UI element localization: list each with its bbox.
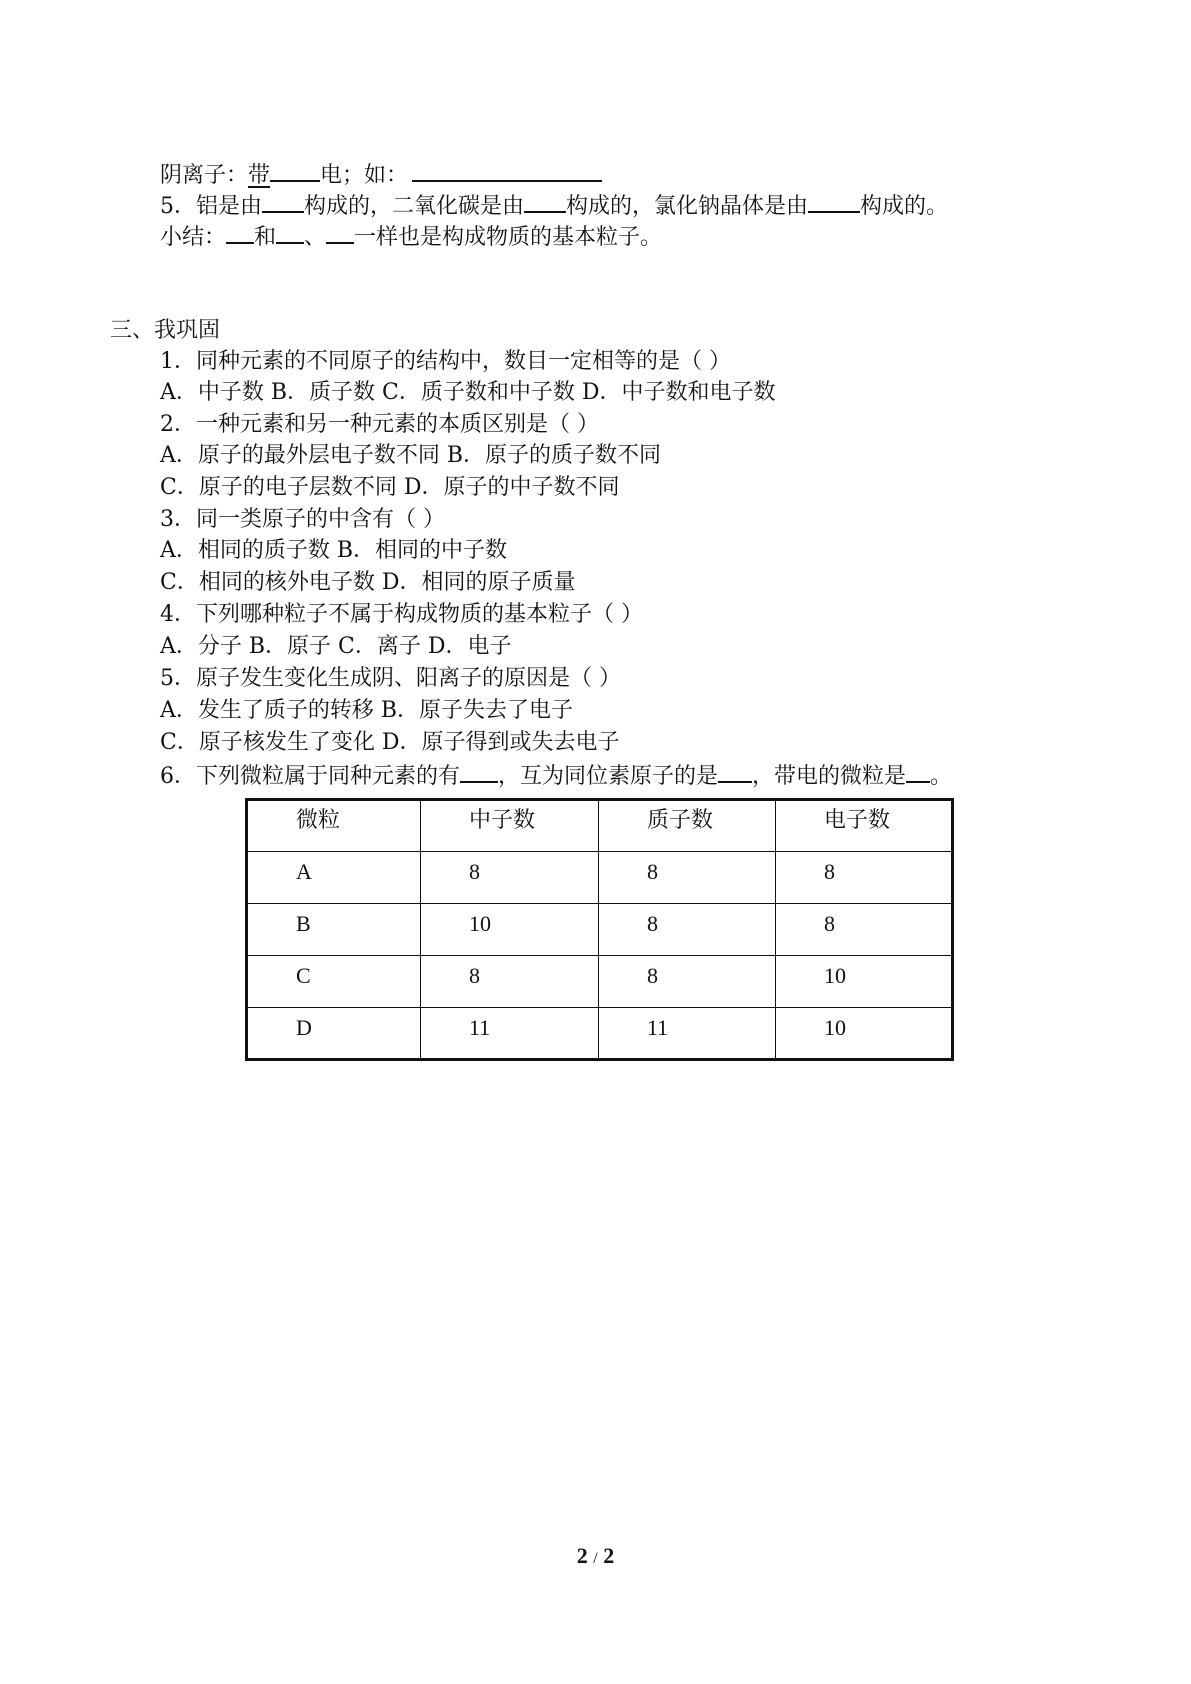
summary-line bbox=[160, 222, 662, 252]
question-6 bbox=[160, 761, 952, 791]
question-2-options-2: C．原子的电子层数不同 D．原子的中子数不同 bbox=[160, 475, 620, 500]
q5-text-c: 构成的，氯化钠晶体是由 bbox=[566, 194, 809, 219]
table-header-cell: 微粒 bbox=[247, 800, 421, 852]
table-cell: 8 bbox=[421, 852, 599, 904]
q5-blank-3[interactable] bbox=[808, 191, 860, 213]
question-2: 2．一种元素和另一种元素的本质区别是（ ） bbox=[160, 412, 599, 437]
question-1-options: A．中子数 B．质子数 C．质子数和中子数 D．中子数和电子数 bbox=[160, 380, 776, 405]
question-3: 3．同一类原子的中含有（ ） bbox=[160, 507, 445, 532]
q5-text-d: 构成的。 bbox=[860, 194, 949, 219]
table-cell: 8 bbox=[599, 904, 776, 956]
question-1: 1．同种元素的不同原子的结构中，数目一定相等的是（ ） bbox=[160, 349, 731, 374]
summary-blank-2[interactable] bbox=[276, 222, 304, 244]
table-row bbox=[247, 852, 953, 904]
table-row bbox=[247, 1008, 953, 1060]
question-3-options-1: A．相同的质子数 B．相同的中子数 bbox=[160, 538, 508, 563]
question-5-options-1: A．发生了质子的转移 B．原子失去了电子 bbox=[160, 698, 574, 723]
table-cell: 11 bbox=[599, 1008, 776, 1060]
page-number bbox=[0, 1543, 1191, 1569]
summary-blank-3[interactable] bbox=[326, 222, 354, 244]
summary-blank-1[interactable] bbox=[226, 222, 254, 244]
anion-dai: 带 bbox=[248, 163, 271, 188]
table-header-cell: 质子数 bbox=[599, 800, 776, 852]
table-header-cell: 中子数 bbox=[421, 800, 599, 852]
question-4: 4．下列哪种粒子不属于构成物质的基本粒子（ ） bbox=[160, 602, 643, 627]
summary-text-d: 一样也是构成物质的基本粒子。 bbox=[354, 225, 663, 250]
particle-table bbox=[245, 798, 954, 1061]
q6-text-d: 。 bbox=[930, 764, 953, 789]
table-cell: B bbox=[247, 904, 421, 956]
anion-dian: 电；如： bbox=[320, 163, 409, 188]
table-cell: 8 bbox=[776, 904, 953, 956]
page-separator: / bbox=[593, 1550, 598, 1567]
summary-text-b: 和 bbox=[254, 225, 277, 250]
q6-blank-3[interactable] bbox=[906, 761, 930, 783]
table-cell: 11 bbox=[421, 1008, 599, 1060]
q6-blank-1[interactable] bbox=[460, 761, 498, 783]
table-cell: 8 bbox=[421, 956, 599, 1008]
anion-line bbox=[160, 160, 602, 190]
table-cell: 10 bbox=[421, 904, 599, 956]
q5-blank-2[interactable] bbox=[524, 191, 566, 213]
table-cell: 8 bbox=[776, 852, 953, 904]
table-row bbox=[247, 904, 953, 956]
q5-text-b: 构成的，二氧化碳是由 bbox=[304, 194, 525, 219]
anion-example-blank[interactable] bbox=[412, 160, 602, 182]
q6-text-a: 6．下列微粒属于同种元素的有 bbox=[160, 764, 460, 789]
q6-text-c: ，带电的微粒是 bbox=[752, 764, 907, 789]
table-cell: D bbox=[247, 1008, 421, 1060]
question-5-top bbox=[160, 191, 948, 221]
question-3-options-2: C．相同的核外电子数 D．相同的原子质量 bbox=[160, 570, 576, 595]
anion-label: 阴离子： bbox=[160, 163, 249, 188]
table-row bbox=[247, 956, 953, 1008]
table-cell: 10 bbox=[776, 956, 953, 1008]
question-5-options-2: C．原子核发生了变化 D．原子得到或失去电子 bbox=[160, 730, 620, 755]
q6-text-b: ，互为同位素原子的是 bbox=[498, 764, 719, 789]
section-heading: 三、我巩固 bbox=[110, 318, 221, 343]
table-cell: A bbox=[247, 852, 421, 904]
page-total: 2 bbox=[603, 1543, 615, 1568]
table-cell: 8 bbox=[599, 956, 776, 1008]
summary-label: 小结： bbox=[160, 225, 227, 250]
table-header-row bbox=[247, 800, 953, 852]
q5-blank-1[interactable] bbox=[262, 191, 304, 213]
anion-charge-blank[interactable] bbox=[270, 160, 320, 182]
question-2-options-1: A．原子的最外层电子数不同 B．原子的质子数不同 bbox=[160, 443, 662, 468]
question-4-options: A．分子 B．原子 C．离子 D．电子 bbox=[160, 634, 512, 659]
table-cell: C bbox=[247, 956, 421, 1008]
table-cell: 10 bbox=[776, 1008, 953, 1060]
question-5: 5．原子发生变化生成阴、阳离子的原因是（ ） bbox=[160, 666, 621, 691]
summary-text-c: 、 bbox=[304, 225, 327, 250]
q5-text-a: 5．铝是由 bbox=[160, 194, 262, 219]
table-header-cell: 电子数 bbox=[776, 800, 953, 852]
q6-blank-2[interactable] bbox=[718, 761, 752, 783]
table-cell: 8 bbox=[599, 852, 776, 904]
page-current: 2 bbox=[576, 1543, 588, 1568]
